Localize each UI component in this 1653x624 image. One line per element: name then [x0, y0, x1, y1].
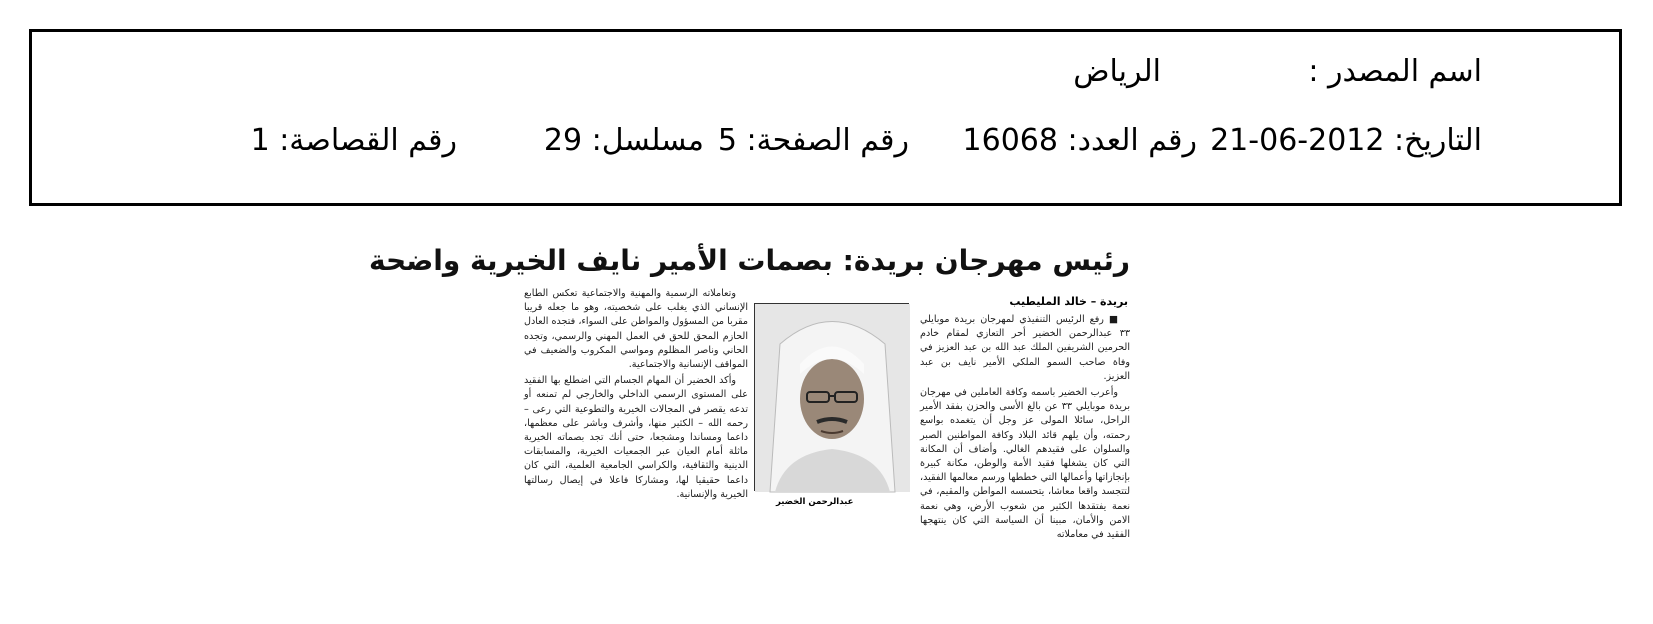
metadata-box — [29, 29, 1622, 206]
article-paragraph: ■ رفع الرئيس التنفيذي لمهرجان بريدة موبايلي ٣٣ عبدالرحمن الخضير أحر التعازي لمقام خادم الحرمين الشريفين الملك عبد الله بن عبد العزيز في وفاة صاحب السمو الملكي الأمير نايف بن عبد العزيز. — [920, 314, 1130, 382]
clip-label: رقم القصاصة: 1 — [250, 123, 457, 158]
newspaper-clipping — [369, 235, 1138, 610]
article-headline: رئيس مهرجان بريدة: بصمات الأمير نايف الخيرية واضحة — [369, 244, 1130, 277]
source-label: اسم المصدر : — [1308, 54, 1482, 89]
page-label: رقم الصفحة: 5 — [717, 123, 909, 158]
source-value: الرياض — [1073, 54, 1161, 89]
portrait-photo — [754, 303, 909, 491]
issue-label: رقم العدد: 16068 — [962, 123, 1197, 158]
article-paragraph: وتعاملاته الرسمية والمهنية والاجتماعية تعكس الطابع الإنساني الذي يغلب على شخصيته، وهو ما جعله قريبا مقربا من المسؤول والمواطن على السواء، فتجده العادل الحازم المحق للحق في العمل المهني والرسمي، وتجده الحاني وناصر المظلوم ومواسي المكروب والضعيف في المواقف الإنسانية والاجتماعية. — [524, 288, 748, 371]
article-paragraph: وأكد الخضير أن المهام الجسام التي اضطلع بها الفقيد على المستوى الرسمي الداخلي والخارجي لم تمنعه أو تدعه يقصر في المجالات الخيرية والتطوعية التي رعى – رحمه الله – الكثير منها، وأشرف وباشر على معظمها، داعما ومساندا ومشجعا، حتى أنك تجد بصماته الخيرية ماثلة أمام العيان عبر الجمعيات الخيرية، والمسابقات الدينية والثقافية، والكراسي الجامعية العلمية، التي كان داعما حقيقيا لها، ومشاركا فاعلا في إيصال رسالتها الخيرية والإنسانية. — [524, 375, 748, 500]
article-paragraph: وأعرب الخضير باسمه وكافة العاملين في مهرجان بريدة موبايلي ٣٣ عن بالغ الأسى والحزن بفقد الأمير الراحل، سائلا المولى عز وجل أن يتغمده بواسع رحمته، وأن يلهم قائد البلاد وكافة المواطنين الصبر والسلوان على فقيدهم الغالي. وأضاف أن المكانة التي كان يشغلها فقيد الأمة والوطن، مكانة كبيرة بإنجازاتها وأعمالها التي خططها ورسم معالمها الفقيد، لتتجسد واقعا معاشا، يتحسسه المواطن والمقيم، في نعمة يفتقدها الكثير من شعوب الأرض، وهي نعمة الامن والأمان، مبينا أن السياسة التي كان ينتهجها الفقيد في معاملاته — [920, 387, 1131, 541]
serial-label: مسلسل: 29 — [543, 123, 704, 158]
article-byline: بريدة – خالد المليطيب — [1009, 295, 1128, 308]
article-column-right — [920, 313, 1130, 603]
photo-caption: عبدالرحمن الخضير — [776, 497, 854, 507]
date-label: التاريخ: 2012-06-21 — [1210, 123, 1482, 158]
article-column-left — [524, 287, 748, 605]
portrait-image — [755, 304, 910, 492]
